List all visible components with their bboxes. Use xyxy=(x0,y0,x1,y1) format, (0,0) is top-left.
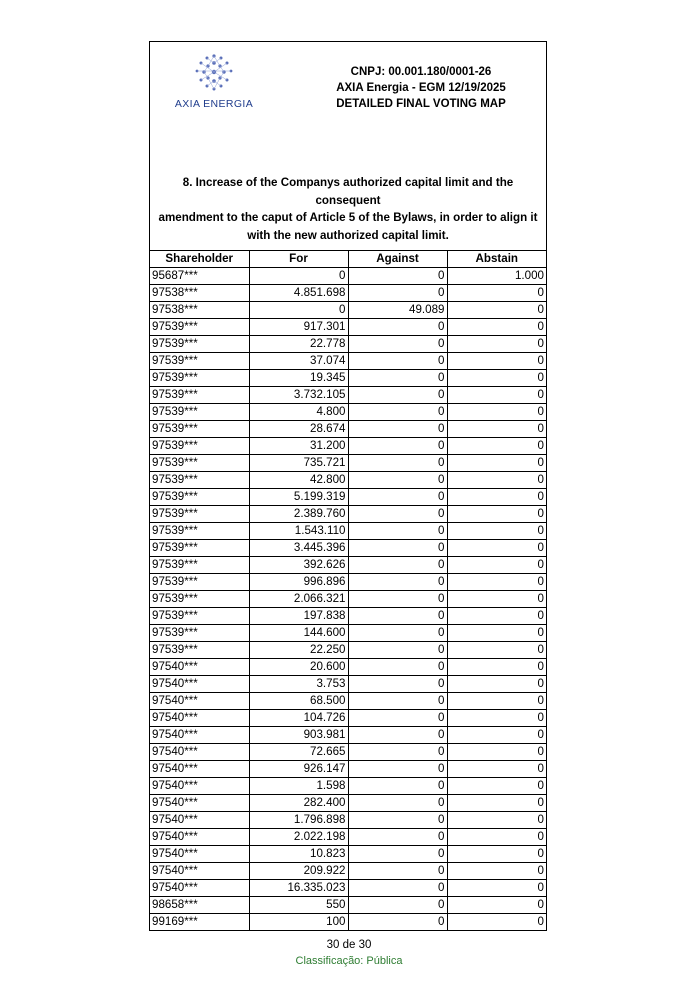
cell-for: 19.345 xyxy=(249,370,348,387)
cell-shareholder: 97539*** xyxy=(150,438,249,455)
table-row xyxy=(150,370,546,387)
cell-against: 0 xyxy=(348,285,447,302)
cell-shareholder: 99169*** xyxy=(150,914,249,931)
cell-against: 0 xyxy=(348,659,447,676)
cell-abstain: 0 xyxy=(447,557,546,574)
cell-for: 72.665 xyxy=(249,744,348,761)
cell-shareholder: 97539*** xyxy=(150,591,249,608)
cell-shareholder: 97540*** xyxy=(150,812,249,829)
cell-shareholder: 97539*** xyxy=(150,625,249,642)
cell-abstain: 0 xyxy=(447,540,546,557)
cell-for: 917.301 xyxy=(249,319,348,336)
cell-abstain: 1.000 xyxy=(447,268,546,285)
cell-for: 0 xyxy=(249,302,348,319)
cell-against: 0 xyxy=(348,744,447,761)
cell-abstain: 0 xyxy=(447,387,546,404)
cell-against: 0 xyxy=(348,336,447,353)
cell-for: 144.600 xyxy=(249,625,348,642)
table-row xyxy=(150,795,546,812)
cell-against: 0 xyxy=(348,914,447,931)
column-header-abstain: Abstain xyxy=(447,251,546,268)
cell-against: 0 xyxy=(348,812,447,829)
cell-shareholder: 97540*** xyxy=(150,744,249,761)
cell-abstain: 0 xyxy=(447,778,546,795)
cell-abstain: 0 xyxy=(447,523,546,540)
table-row xyxy=(150,489,546,506)
cell-shareholder: 97540*** xyxy=(150,863,249,880)
table-row xyxy=(150,897,546,914)
report-info xyxy=(296,64,546,112)
table-row xyxy=(150,455,546,472)
cell-for: 2.022.198 xyxy=(249,829,348,846)
cell-abstain: 0 xyxy=(447,455,546,472)
table-row xyxy=(150,285,546,302)
table-row xyxy=(150,557,546,574)
table-row xyxy=(150,540,546,557)
cell-abstain: 0 xyxy=(447,744,546,761)
cell-for: 1.796.898 xyxy=(249,812,348,829)
resolution-line: with the new authorized capital limit. xyxy=(247,228,449,242)
table-row xyxy=(150,574,546,591)
table-row xyxy=(150,506,546,523)
table-row xyxy=(150,727,546,744)
table-row xyxy=(150,710,546,727)
cell-shareholder: 97539*** xyxy=(150,540,249,557)
cell-shareholder: 97539*** xyxy=(150,642,249,659)
cell-shareholder: 97538*** xyxy=(150,285,249,302)
cell-against: 0 xyxy=(348,863,447,880)
meeting-title: AXIA Energia - EGM 12/19/2025 xyxy=(336,82,506,94)
table-row xyxy=(150,778,546,795)
cell-for: 20.600 xyxy=(249,659,348,676)
cell-abstain: 0 xyxy=(447,404,546,421)
cell-against: 0 xyxy=(348,778,447,795)
report-title: DETAILED FINAL VOTING MAP xyxy=(336,98,506,110)
cell-for: 31.200 xyxy=(249,438,348,455)
cell-shareholder: 97540*** xyxy=(150,676,249,693)
cell-for: 550 xyxy=(249,897,348,914)
cell-abstain: 0 xyxy=(447,897,546,914)
cell-against: 0 xyxy=(348,540,447,557)
cell-for: 100 xyxy=(249,914,348,931)
cell-against: 0 xyxy=(348,710,447,727)
table-row xyxy=(150,319,546,336)
cell-for: 104.726 xyxy=(249,710,348,727)
cell-abstain: 0 xyxy=(447,489,546,506)
cell-against: 0 xyxy=(348,387,447,404)
cell-abstain: 0 xyxy=(447,846,546,863)
cell-shareholder: 97540*** xyxy=(150,829,249,846)
cell-against: 0 xyxy=(348,642,447,659)
table-row xyxy=(150,846,546,863)
cell-abstain: 0 xyxy=(447,642,546,659)
cell-against: 0 xyxy=(348,370,447,387)
cell-for: 903.981 xyxy=(249,727,348,744)
table-row xyxy=(150,472,546,489)
table-row xyxy=(150,438,546,455)
table-header-row xyxy=(150,251,546,268)
cell-abstain: 0 xyxy=(447,625,546,642)
cell-abstain: 0 xyxy=(447,370,546,387)
cell-shareholder: 97540*** xyxy=(150,710,249,727)
cell-for: 37.074 xyxy=(249,353,348,370)
cell-against: 0 xyxy=(348,421,447,438)
cell-for: 392.626 xyxy=(249,557,348,574)
cell-against: 0 xyxy=(348,761,447,778)
table-row xyxy=(150,829,546,846)
table-row xyxy=(150,608,546,625)
cell-for: 0 xyxy=(249,268,348,285)
cell-shareholder: 97539*** xyxy=(150,455,249,472)
cnpj: CNPJ: 00.001.180/0001-26 xyxy=(350,66,492,78)
cell-against: 0 xyxy=(348,489,447,506)
cell-against: 0 xyxy=(348,591,447,608)
cell-for: 209.922 xyxy=(249,863,348,880)
company-logo xyxy=(164,50,254,112)
table-row xyxy=(150,421,546,438)
cell-abstain: 0 xyxy=(447,302,546,319)
cell-abstain: 0 xyxy=(447,880,546,897)
cell-for: 735.721 xyxy=(249,455,348,472)
cell-shareholder: 97539*** xyxy=(150,353,249,370)
table-body xyxy=(150,268,546,931)
cell-shareholder: 97540*** xyxy=(150,693,249,710)
cell-for: 3.753 xyxy=(249,676,348,693)
table-row xyxy=(150,812,546,829)
table-row xyxy=(150,642,546,659)
cell-abstain: 0 xyxy=(447,421,546,438)
cell-abstain: 0 xyxy=(447,659,546,676)
cell-shareholder: 97540*** xyxy=(150,659,249,676)
column-header-against: Against xyxy=(348,251,447,268)
cell-abstain: 0 xyxy=(447,438,546,455)
cell-abstain: 0 xyxy=(447,319,546,336)
cell-shareholder: 97540*** xyxy=(150,727,249,744)
cell-for: 22.250 xyxy=(249,642,348,659)
cell-against: 0 xyxy=(348,625,447,642)
cell-against: 0 xyxy=(348,880,447,897)
table-row xyxy=(150,880,546,897)
cell-against: 0 xyxy=(348,574,447,591)
cell-for: 3.732.105 xyxy=(249,387,348,404)
cell-for: 42.800 xyxy=(249,472,348,489)
cell-abstain: 0 xyxy=(447,608,546,625)
cell-shareholder: 97539*** xyxy=(150,574,249,591)
cell-against: 0 xyxy=(348,319,447,336)
cell-against: 0 xyxy=(348,557,447,574)
table-row xyxy=(150,268,546,285)
cell-against: 0 xyxy=(348,268,447,285)
cell-against: 0 xyxy=(348,353,447,370)
cell-abstain: 0 xyxy=(447,353,546,370)
column-header-shareholder: Shareholder xyxy=(150,251,249,268)
resolution-text xyxy=(150,174,546,244)
cell-against: 0 xyxy=(348,438,447,455)
cell-abstain: 0 xyxy=(447,863,546,880)
cell-abstain: 0 xyxy=(447,761,546,778)
cell-abstain: 0 xyxy=(447,693,546,710)
cell-for: 16.335.023 xyxy=(249,880,348,897)
cell-against: 0 xyxy=(348,608,447,625)
cell-against: 0 xyxy=(348,472,447,489)
cell-against: 0 xyxy=(348,404,447,421)
resolution-line: amendment to the caput of Article 5 of the Bylaws, in order to align it xyxy=(158,211,538,224)
cell-shareholder: 97539*** xyxy=(150,336,249,353)
cell-against: 0 xyxy=(348,846,447,863)
table-row xyxy=(150,387,546,404)
cell-for: 282.400 xyxy=(249,795,348,812)
table-row xyxy=(150,914,546,931)
table-row xyxy=(150,625,546,642)
cell-shareholder: 97540*** xyxy=(150,778,249,795)
cell-shareholder: 97540*** xyxy=(150,846,249,863)
cell-against: 0 xyxy=(348,506,447,523)
cell-for: 3.445.396 xyxy=(249,540,348,557)
cell-for: 197.838 xyxy=(249,608,348,625)
cell-abstain: 0 xyxy=(447,506,546,523)
cell-shareholder: 97540*** xyxy=(150,880,249,897)
cell-abstain: 0 xyxy=(447,710,546,727)
cell-for: 1.543.110 xyxy=(249,523,348,540)
cell-against: 0 xyxy=(348,455,447,472)
table-row xyxy=(150,591,546,608)
table-row xyxy=(150,659,546,676)
column-header-for: For xyxy=(249,251,348,268)
table-row xyxy=(150,302,546,319)
cell-abstain: 0 xyxy=(447,727,546,744)
table-row xyxy=(150,353,546,370)
cell-for: 926.147 xyxy=(249,761,348,778)
cell-against: 0 xyxy=(348,897,447,914)
document-frame xyxy=(149,41,547,931)
cell-abstain: 0 xyxy=(447,472,546,489)
table-row xyxy=(150,863,546,880)
cell-shareholder: 95687*** xyxy=(150,268,249,285)
cell-for: 2.389.760 xyxy=(249,506,348,523)
cell-abstain: 0 xyxy=(447,591,546,608)
voting-table xyxy=(150,250,546,930)
table-row xyxy=(150,693,546,710)
cell-shareholder: 97539*** xyxy=(150,472,249,489)
cell-shareholder: 97540*** xyxy=(150,761,249,778)
cell-against: 0 xyxy=(348,727,447,744)
cell-shareholder: 98658*** xyxy=(150,897,249,914)
cell-shareholder: 97539*** xyxy=(150,523,249,540)
cell-abstain: 0 xyxy=(447,285,546,302)
cell-shareholder: 97539*** xyxy=(150,370,249,387)
cell-for: 10.823 xyxy=(249,846,348,863)
cell-for: 22.778 xyxy=(249,336,348,353)
resolution-line: 8. Increase of the Companys authorized capital limit and the consequent xyxy=(182,176,514,207)
logo-wordmark: AXIA ENERGIA xyxy=(174,98,254,110)
cell-shareholder: 97539*** xyxy=(150,387,249,404)
cell-shareholder: 97539*** xyxy=(150,421,249,438)
cell-shareholder: 97539*** xyxy=(150,319,249,336)
cell-shareholder: 97539*** xyxy=(150,404,249,421)
cell-for: 28.674 xyxy=(249,421,348,438)
table-row xyxy=(150,336,546,353)
cell-for: 996.896 xyxy=(249,574,348,591)
cell-for: 1.598 xyxy=(249,778,348,795)
cell-for: 4.851.698 xyxy=(249,285,348,302)
table-row xyxy=(150,523,546,540)
report-header xyxy=(150,42,546,250)
table-row xyxy=(150,744,546,761)
page-number: 30 de 30 xyxy=(326,939,372,951)
cell-shareholder: 97539*** xyxy=(150,608,249,625)
table-row xyxy=(150,676,546,693)
cell-abstain: 0 xyxy=(447,574,546,591)
cell-shareholder: 97539*** xyxy=(150,557,249,574)
cell-abstain: 0 xyxy=(447,914,546,931)
cell-shareholder: 97540*** xyxy=(150,795,249,812)
cell-for: 68.500 xyxy=(249,693,348,710)
cell-abstain: 0 xyxy=(447,812,546,829)
cell-for: 5.199.319 xyxy=(249,489,348,506)
cell-against: 0 xyxy=(348,676,447,693)
cell-against: 0 xyxy=(348,523,447,540)
cell-for: 4.800 xyxy=(249,404,348,421)
cell-for: 2.066.321 xyxy=(249,591,348,608)
cell-shareholder: 97539*** xyxy=(150,489,249,506)
cell-abstain: 0 xyxy=(447,795,546,812)
axia-globe-icon xyxy=(192,52,236,92)
cell-abstain: 0 xyxy=(447,676,546,693)
table-row xyxy=(150,761,546,778)
cell-abstain: 0 xyxy=(447,336,546,353)
cell-shareholder: 97539*** xyxy=(150,506,249,523)
cell-against: 0 xyxy=(348,795,447,812)
cell-abstain: 0 xyxy=(447,829,546,846)
cell-against: 49.089 xyxy=(348,302,447,319)
table-row xyxy=(150,404,546,421)
classification-label: Classificação: Pública xyxy=(295,955,403,967)
cell-against: 0 xyxy=(348,693,447,710)
cell-against: 0 xyxy=(348,829,447,846)
cell-shareholder: 97538*** xyxy=(150,302,249,319)
